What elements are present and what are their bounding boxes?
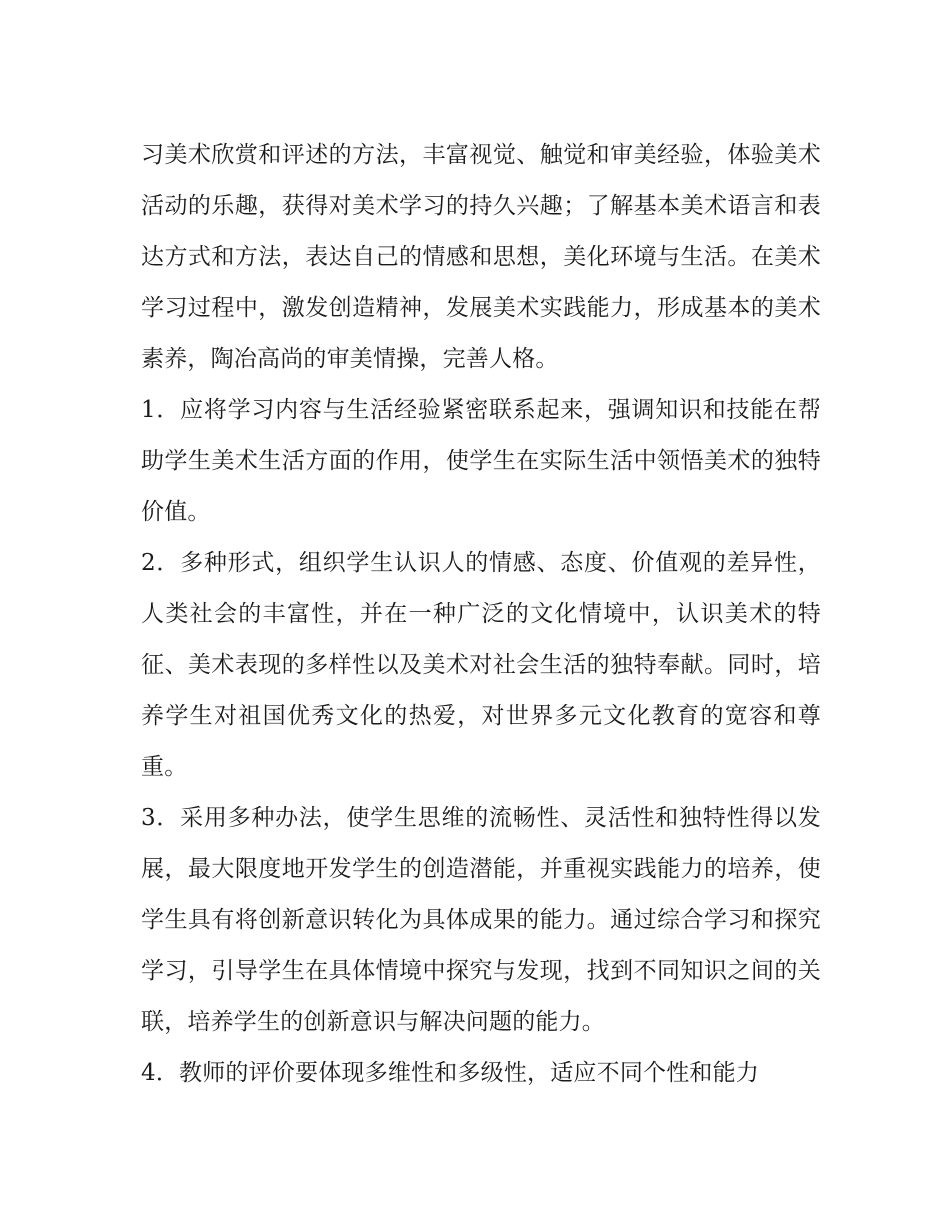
paragraph-item-4: 4．教师的评价要体现多维性和多级性，适应不同个性和能力: [141, 1060, 760, 1086]
paragraph-item-2: 2．多种形式，组织学生认识人的情感、态度、价值观的差异性，人类社会的丰富性，并在一种广泛的文化情境中，认识美术的特征、美术表现的多样性以及美术对社会生活的独特奉献。同时，培养学生对祖国优秀文化的热爱，对世界多元文化教育的宽容和尊重。: [141, 550, 821, 780]
paragraph-item-3: 3．采用多种办法，使学生思维的流畅性、灵活性和独特性得以发展，最大限度地开发学生的创造潜能，并重视实践能力的培养，使学生具有将创新意识转化为具体成果的能力。通过综合学习和探究学习，引导学生在具体情境中探究与发现，找到不同知识之间的关联，培养学生的创新意识与解决问题的能力。: [141, 805, 821, 1035]
paragraph-intro: 习美术欣赏和评述的方法，丰富视觉、触觉和审美经验，体验美术活动的乐趣，获得对美术学习的持久兴趣；了解基本美术语言和表达方式和方法，表达自己的情感和思想，美化环境与生活。在美术学习过程中，激发创造精神，发展美术实践能力，形成基本的美术素养，陶冶高尚的审美情操，完善人格。: [141, 142, 821, 372]
document-page: [141, 130, 821, 1099]
paragraph-item-1: 1．应将学习内容与生活经验紧密联系起来，强调知识和技能在帮助学生美术生活方面的作用，使学生在实际生活中领悟美术的独特价值。: [141, 397, 821, 525]
